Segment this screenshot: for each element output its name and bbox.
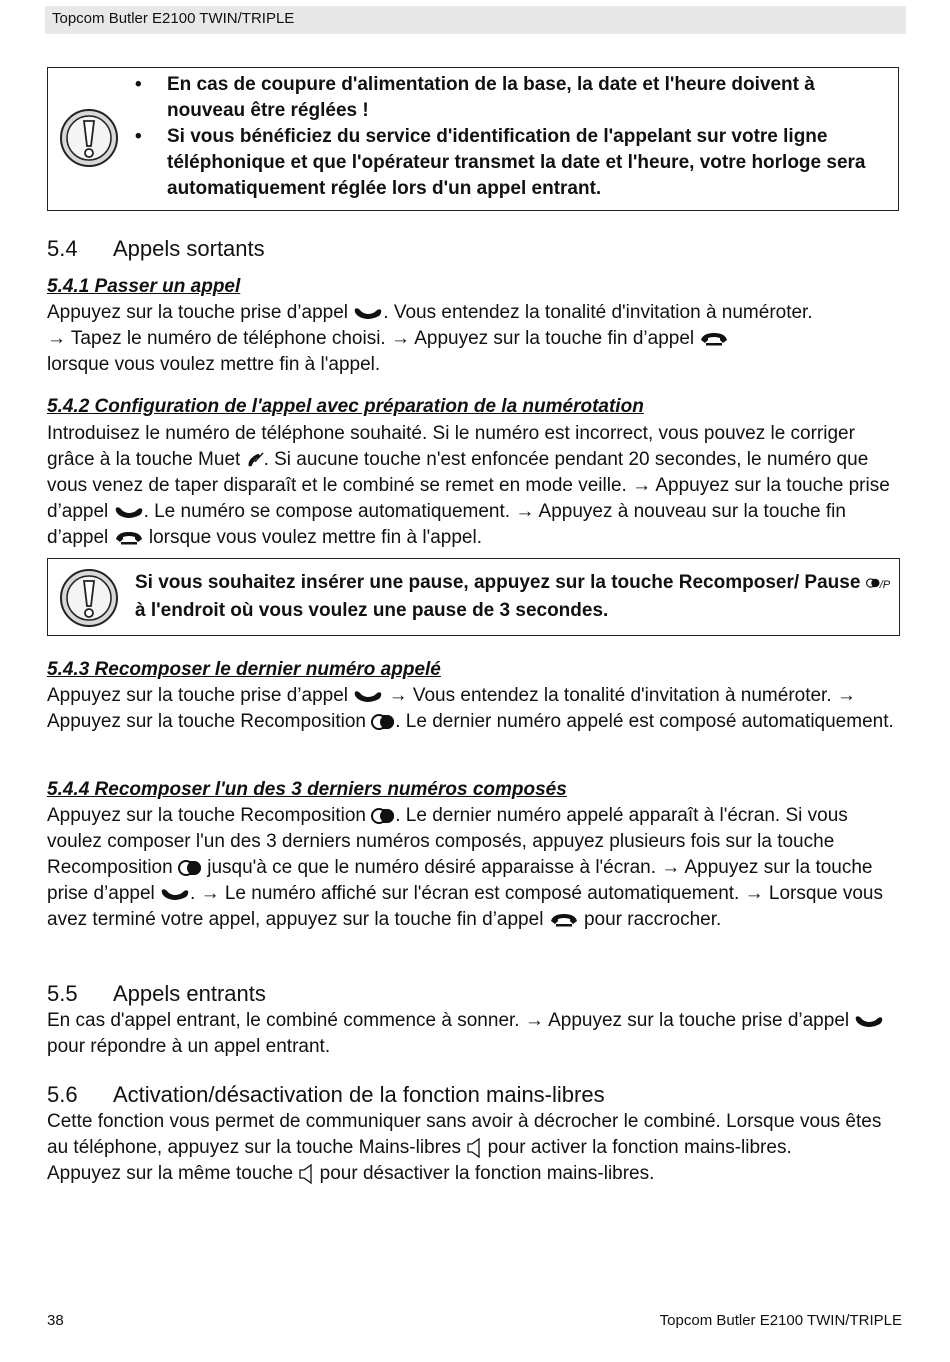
text: . Le numéro se compose automatiquement. → Appuyez à nouveau sur la touche fin d’appel [47, 501, 846, 548]
text: → Tapez le numéro de téléphone choisi. → Appuyez sur la touche fin d’appel [47, 328, 695, 349]
bullet-symbol: • [135, 74, 142, 95]
section-heading-5-5 [47, 981, 266, 1007]
text: à l'endroit où vous voulez une pause de 3 secondes. [135, 600, 609, 621]
section-heading-5-4 [47, 236, 265, 262]
text: Si vous souhaitez insérer une pause, appuyez sur la touche Recomposer/ Pause [135, 572, 861, 593]
page-number: 38 [47, 1312, 64, 1329]
warning-note-1 [47, 67, 899, 211]
subsection-heading-5-4-1: 5.4.1 Passer un appel [47, 276, 241, 297]
redial-icon [866, 577, 880, 589]
redial-icon [371, 807, 395, 825]
note-text [135, 570, 895, 624]
section-number: 5.4 [47, 236, 78, 261]
text: Introduisez le numéro de téléphone souhaité. Si le numéro est incorrect, vous pouvez le corriger grâce à la touche Muet [47, 423, 855, 470]
exclamation-icon [59, 568, 119, 628]
note-text: En cas de coupure d'alimentation de la base, la date et l'heure doivent à nouveau être réglées ! [167, 74, 815, 121]
text: . → Le numéro affiché sur l'écran est composé automatiquement. → Lorsque vous avez terminé votre appel, appuyez sur la touche fin d’appel [47, 883, 883, 930]
section-title: Activation/désactivation de la fonction mains-libres [113, 1082, 605, 1107]
text: → Vous entendez la tonalité d'invitation à numéroter. → Appuyez sur la touche Recomposition [47, 685, 856, 732]
speaker-icon [466, 1137, 482, 1159]
pickup-icon [114, 505, 144, 519]
section-number: 5.6 [47, 1082, 78, 1107]
text: lorsque vous voulez mettre fin à l'appel. [143, 527, 482, 548]
text: En cas d'appel entrant, le combiné commence à sonner. → Appuyez sur la touche prise d’appel [47, 1010, 850, 1031]
text: Appuyez sur la touche prise d’appel [47, 302, 349, 323]
footer-title: Topcom Butler E2100 TWIN/TRIPLE [659, 1312, 902, 1329]
text: . Le dernier numéro appelé apparaît à l'écran. Si vous voulez composer l'un des 3 derniers numéros composés, appuyez plusieurs fois sur la touche Recomposition [47, 805, 848, 878]
header-title: Topcom Butler E2100 TWIN/TRIPLE [52, 10, 295, 27]
section-heading-5-6 [47, 1082, 605, 1108]
text: pour répondre à un appel entrant. [47, 1036, 331, 1057]
pickup-icon [353, 689, 383, 703]
paragraph-5-6 [47, 1109, 907, 1187]
section-title: Appels entrants [113, 981, 266, 1006]
paragraph-5-5 [47, 1008, 907, 1060]
mute-icon [246, 451, 264, 469]
text: lorsque vous voulez mettre fin à l'appel. [47, 354, 381, 375]
text: Appuyez sur la touche prise d’appel [47, 685, 349, 706]
text: . Vous entendez la tonalité d'invitation à numéroter. [383, 302, 813, 323]
text: . Le dernier numéro appelé est composé automatiquement. [395, 711, 894, 732]
note-bullet-list [135, 72, 890, 202]
exclamation-icon [59, 108, 119, 168]
section-number: 5.5 [47, 981, 78, 1006]
section-title: Appels sortants [113, 236, 265, 261]
list-item [135, 124, 890, 202]
bullet-symbol: • [135, 126, 142, 147]
paragraph-5-4-4 [47, 803, 907, 933]
paragraph-5-4-1 [47, 300, 907, 378]
text: Appuyez sur la même touche [47, 1163, 294, 1184]
subsection-heading-5-4-3: 5.4.3 Recomposer le dernier numéro appelé [47, 659, 441, 680]
pickup-icon [160, 887, 190, 901]
warning-note-2 [47, 558, 900, 636]
pickup-icon [854, 1014, 884, 1028]
redial-icon [178, 859, 202, 877]
subsection-heading-5-4-2: 5.4.2 Configuration de l'appel avec préparation de la numérotation [47, 396, 644, 417]
speaker-icon [298, 1163, 314, 1185]
list-item [135, 72, 890, 124]
hangup-icon [549, 912, 579, 928]
redial-icon [371, 713, 395, 731]
hangup-icon [114, 530, 144, 546]
paragraph-5-4-3 [47, 683, 907, 735]
text: Cette fonction vous permet de communiquer sans avoir à décrocher le combiné. Lorsque vous êtes au téléphone, appuyez sur la touche Mains-libres [47, 1111, 882, 1158]
text: pour activer la fonction mains-libres. [482, 1137, 792, 1158]
text: . Si aucune touche n'est enfoncée pendant 20 secondes, le numéro que vous venez de taper disparaît et le combiné se remet en mode veille. → Appuyez sur la touche prise d’appel [47, 449, 890, 522]
subsection-heading-5-4-4: 5.4.4 Recomposer l'un des 3 derniers numéros composés [47, 779, 567, 800]
note-text: Si vous bénéficiez du service d'identification de l'appelant sur votre ligne téléphonique et que l'opérateur transmet la date et l'heure, votre horloge sera automatiquement réglée lors d'un appel entrant. [167, 126, 866, 199]
text: Appuyez sur la touche Recomposition [47, 805, 366, 826]
paragraph-5-4-2 [47, 421, 907, 551]
pause-key-label: /P [879, 579, 891, 591]
hangup-icon [699, 331, 729, 347]
text: jusqu'à ce que le numéro désiré apparaisse à l'écran. → Appuyez sur la touche prise d’appel [47, 857, 873, 904]
text: pour désactiver la fonction mains-libres. [314, 1163, 655, 1184]
pickup-icon [353, 306, 383, 320]
text: pour raccrocher. [578, 909, 722, 930]
